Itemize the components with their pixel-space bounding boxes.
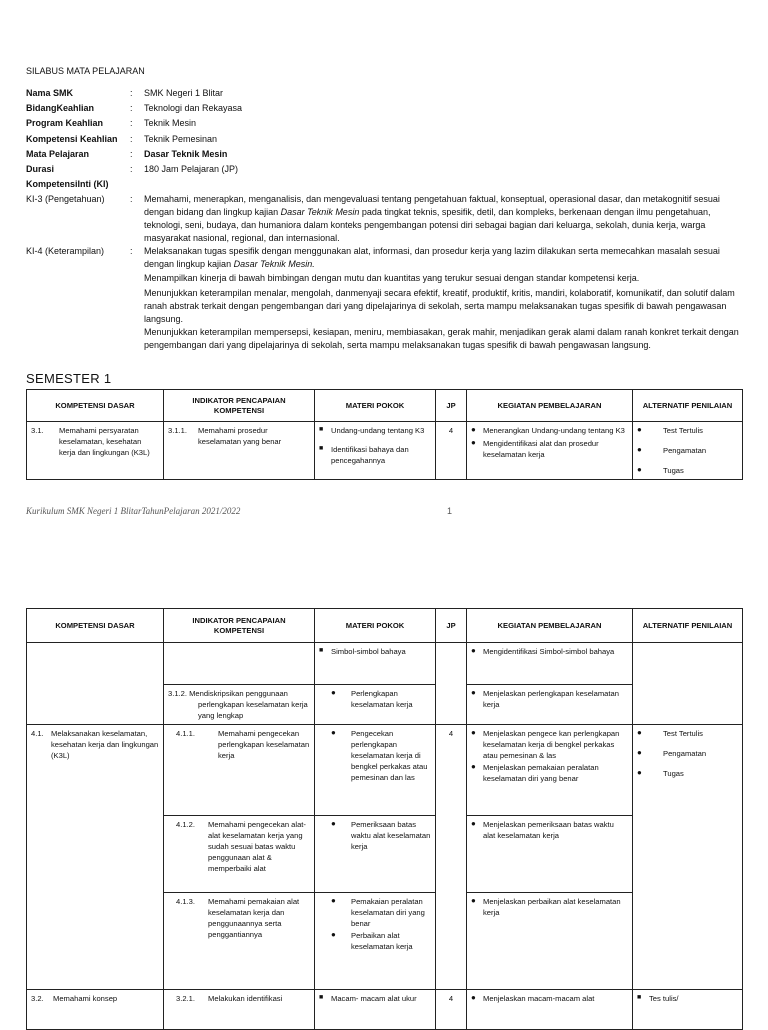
ipk-cell: [164, 893, 315, 990]
header-kegiatan: KEGIATAN PEMBELAJARAN: [467, 609, 633, 643]
jp-cell: 4: [436, 990, 467, 1030]
kegiatan-cell: [467, 725, 633, 816]
materi-item: ● Perlengkapan keselamatan kerja: [331, 688, 431, 710]
ipk-text: Memahami pengecekan perlengkapan keselamatan kerja: [218, 729, 310, 760]
ipk-cell: [164, 422, 315, 480]
header-materi-pokok: MATERI POKOK: [315, 390, 436, 422]
kd-cell: [27, 643, 164, 725]
materi-cell: [315, 422, 436, 480]
table-row: [27, 422, 743, 480]
kd-item: [31, 425, 159, 458]
ki3-colon: :: [130, 194, 133, 204]
jp-cell: 4: [436, 725, 467, 990]
penilaian-cell: [633, 643, 743, 725]
kegiatan-item: ● Menerangkan Undang-undang tentang K3: [471, 425, 628, 436]
materi-item: ● Pemeriksaan batas waktu alat keselamatan kerja: [331, 819, 431, 852]
materi-item: ● Pemakaian peralatan keselamatan diri yang benar: [331, 896, 431, 929]
materi-item: ■ Simbol-simbol bahaya: [319, 646, 431, 657]
kegiatan-item: ● Mengidentifikasi alat dan prosedur keselamatan kerja: [471, 438, 628, 460]
syllabus-table-1: [26, 389, 743, 480]
page-number: 1: [447, 506, 453, 516]
syllabus-table-2: [26, 608, 743, 1030]
materi-item: ■ Macam- macam alat ukur: [319, 993, 431, 1004]
document-title: SILABUS MATA PELAJARAN: [26, 66, 145, 76]
ipk-number: 3.1.1.: [168, 426, 187, 435]
info-label: BidangKeahlian: [26, 103, 95, 113]
ki3-label: KI-3 (Pengetahuan): [26, 194, 105, 204]
penilaian-item: ● Test Tertulis: [637, 728, 738, 739]
ipk-item: [168, 425, 310, 447]
penilaian-item: ● Pengamatan: [637, 445, 738, 456]
ipk-number: 4.1.2.: [176, 820, 195, 829]
info-colon: :: [130, 149, 133, 159]
kegiatan-cell: [467, 643, 633, 685]
ipk-number: 4.1.1.: [176, 729, 195, 738]
header-kegiatan: KEGIATAN PEMBELAJARAN: [467, 390, 633, 422]
info-colon: :: [130, 118, 133, 128]
kd-cell: [27, 422, 164, 480]
ipk-text: 3.1.2. Mendiskripsikan penggunaan perlengkapan keselamatan kerja yang lengkap: [168, 689, 308, 720]
info-label: Kompetensi Keahlian: [26, 134, 118, 144]
kegiatan-cell: [467, 422, 633, 480]
ki3-text-part: Memahami, menerapkan, menganalisis, dan mengevaluasi tentang pengetahuan faktual, konseptual, operasional dasar, dan metakognitif sesuai dengan bidang dan lingkup kajian: [144, 194, 720, 217]
info-label: Nama SMK: [26, 88, 74, 98]
ki4-text-italic: Dasar Teknik Mesin.: [233, 259, 315, 269]
penilaian-item: ■ Tes tulis/: [637, 993, 738, 1004]
kd-number: 3.2.: [31, 994, 44, 1003]
ki3-text: [144, 193, 742, 245]
ipk-text: Melakukan identifikasi: [208, 994, 283, 1003]
kegiatan-cell: [467, 893, 633, 990]
kegiatan-item: ● Menjelaskan perbaikan alat keselamatan kerja: [471, 896, 628, 918]
header-penilaian: ALTERNATIF PENILAIAN: [633, 390, 743, 422]
ipk-cell: [164, 816, 315, 893]
info-label: Durasi: [26, 164, 55, 174]
materi-cell: [315, 816, 436, 893]
info-colon: :: [130, 88, 133, 98]
semester-heading: SEMESTER 1: [26, 371, 112, 386]
info-value: Teknik Pemesinan: [144, 134, 218, 144]
materi-cell: [315, 893, 436, 990]
kegiatan-item: ● Menjelaskan pengece kan perlengkapan keselamatan kerja di bengkel perkakas atau pemesinan & las: [471, 728, 628, 761]
penilaian-item: ● Test Tertulis: [637, 425, 738, 436]
kd-item: [31, 728, 159, 761]
materi-item: ■ Identifikasi bahaya dan pencegahannya: [319, 444, 431, 466]
info-colon: :: [130, 164, 133, 174]
info-label: Program Keahlian: [26, 118, 104, 128]
header-materi-pokok: MATERI POKOK: [315, 609, 436, 643]
kegiatan-cell: [467, 685, 633, 725]
ipk-item: [176, 993, 310, 1004]
penilaian-item: ● Pengamatan: [637, 748, 738, 759]
table-header-row: [27, 609, 743, 643]
penilaian-cell: [633, 725, 743, 990]
info-value: Teknik Mesin: [144, 118, 197, 128]
info-value: Dasar Teknik Mesin: [144, 149, 228, 159]
info-colon: :: [130, 134, 133, 144]
materi-item: ● Pengecekan perlengkapan keselamatan kerja di bengkel perkakas atau pemesinan dan las: [331, 728, 431, 783]
kd-text: Memahami persyaratan keselamatan, kesehatan kerja dan lingkungan (K3L): [59, 426, 150, 457]
kegiatan-item: ● Menjelaskan pemeriksaan batas waktu alat keselamatan kerja: [471, 819, 628, 841]
header-penilaian: ALTERNATIF PENILAIAN: [633, 609, 743, 643]
ipk-item: [176, 819, 310, 874]
kegiatan-cell: [467, 816, 633, 893]
jp-cell: [436, 643, 467, 725]
page-footer: Kurikulum SMK Negeri 1 BlitarTahunPelajaran 2021/2022: [26, 506, 241, 516]
header-kompetensi-dasar: KOMPETENSI DASAR: [27, 390, 164, 422]
ki4-paragraph-2: Menampilkan kinerja di bawah bimbingan dengan mutu dan kuantitas yang terukur sesuai dengan standar kompetensi kerja.: [144, 273, 640, 283]
kegiatan-item: ● Menjelaskan macam-macam alat: [471, 993, 628, 1004]
header-indikator: INDIKATOR PENCAPAIAN KOMPETENSI: [164, 609, 315, 643]
materi-cell: [315, 685, 436, 725]
ipk-item: [176, 728, 310, 761]
kd-text: Melaksanakan keselamatan, kesehatan kerja dan lingkungan (K3L): [51, 729, 159, 760]
penilaian-cell: [633, 422, 743, 480]
ki4-label: KI-4 (Keterampilan): [26, 246, 105, 256]
ipk-cell: [164, 685, 315, 725]
kd-text: Memahami konsep: [53, 994, 118, 1003]
ki3-text-part: pada tingkat teknis, spesifik, detil, dan kompleks, berkenaan dengan ilmu pengetahuan, teknologi, seni, budaya, dan humaniora dalam konteks pengembangan potensi diri sebagai bagian dari keluarga, sekolah, dunia kerja, warga masyarakat nasional, regional, dan internasional.: [144, 207, 711, 243]
header-indikator: INDIKATOR PENCAPAIAN KOMPETENSI: [164, 390, 315, 422]
kd-number: 3.1.: [31, 426, 44, 435]
ki4-colon: :: [130, 246, 133, 256]
penilaian-item: ● Tugas: [637, 768, 738, 779]
ipk-text: Memahami prosedur keselamatan yang benar: [198, 426, 282, 446]
header-kompetensi-dasar: KOMPETENSI DASAR: [27, 609, 164, 643]
info-value: 180 Jam Pelajaran (JP): [144, 164, 239, 174]
kd-cell: [27, 725, 164, 990]
kd-item: [31, 993, 159, 1004]
ipk-item: [176, 896, 310, 940]
table-header-row: [27, 390, 743, 422]
info-value: Teknologi dan Rekayasa: [144, 103, 243, 113]
ki4-text-part: Melaksanakan tugas spesifik dengan menggunakan alat, informasi, dan prosedur kerja yang lazim dilakukan serta memecahkan masalah sesuai dengan lingkup kajian: [144, 246, 720, 269]
ki4-paragraph-1: [144, 245, 742, 271]
table-row: [27, 725, 743, 816]
table-row: [27, 643, 743, 685]
header-jp: JP: [436, 390, 467, 422]
kegiatan-item: ● Menjelaskan perlengkapan keselamatan kerja: [471, 688, 628, 710]
materi-item: ● Perbaikan alat keselamatan kerja: [331, 930, 431, 952]
info-label: KompetensiInti (KI): [26, 179, 109, 189]
ipk-number: 3.2.1.: [176, 994, 195, 1003]
ipk-cell: [164, 725, 315, 816]
kegiatan-item: ● Mengidentifikasi Simbol-simbol bahaya: [471, 646, 628, 657]
materi-cell: [315, 725, 436, 816]
ki3-text-italic: Dasar Teknik Mesin: [280, 207, 360, 217]
info-colon: :: [130, 103, 133, 113]
jp-cell: 4: [436, 422, 467, 480]
kd-number: 4.1.: [31, 729, 44, 738]
info-value: SMK Negeri 1 Blitar: [144, 88, 224, 98]
ipk-number: 4.1.3.: [176, 897, 195, 906]
ipk-text: Memahami pengecekan alat-alat keselamatan kerja yang sudah sesuai batas waktu penggunaan alat & memperbaiki alat: [208, 820, 306, 873]
kegiatan-item: ● Menjelaskan pemakaian peralatan keselamatan diri yang benar: [471, 762, 628, 784]
header-jp: JP: [436, 609, 467, 643]
ki4-paragraph-3: Menunjukkan keterampilan menalar, mengolah, danmenyaji secara efektif, kreatif, produktif, kritis, mandiri, kolaboratif, komunikatif, dan solutif dalam ranah abstrak terkait dengan pengembangan dari yang dipelajarinya di sekolah, serta mampu melaksanakan tugas spesifik di bawah pengawasan langsung.: [144, 288, 735, 324]
materi-cell: [315, 643, 436, 685]
materi-item: ■ Undang-undang tentang K3: [319, 425, 431, 436]
info-label: Mata Pelajaran: [26, 149, 90, 159]
ipk-cell: [164, 643, 315, 685]
penilaian-item: ● Tugas: [637, 465, 738, 476]
ipk-text: Memahami pemakaian alat keselamatan kerja dan penggunaannya serta penggantiannya: [208, 897, 300, 939]
ki4-paragraph-4: Menunjukkan keterampilan mempersepsi, kesiapan, meniru, membiasakan, gerak mahir, menjadikan gerak alami dalam ranah konkret terkait dengan pengembangan dari yang dipelajarinya di sekolah, serta mampu melaksanakan tugas spesifik di bawah pengawasan langsung.: [144, 327, 739, 350]
